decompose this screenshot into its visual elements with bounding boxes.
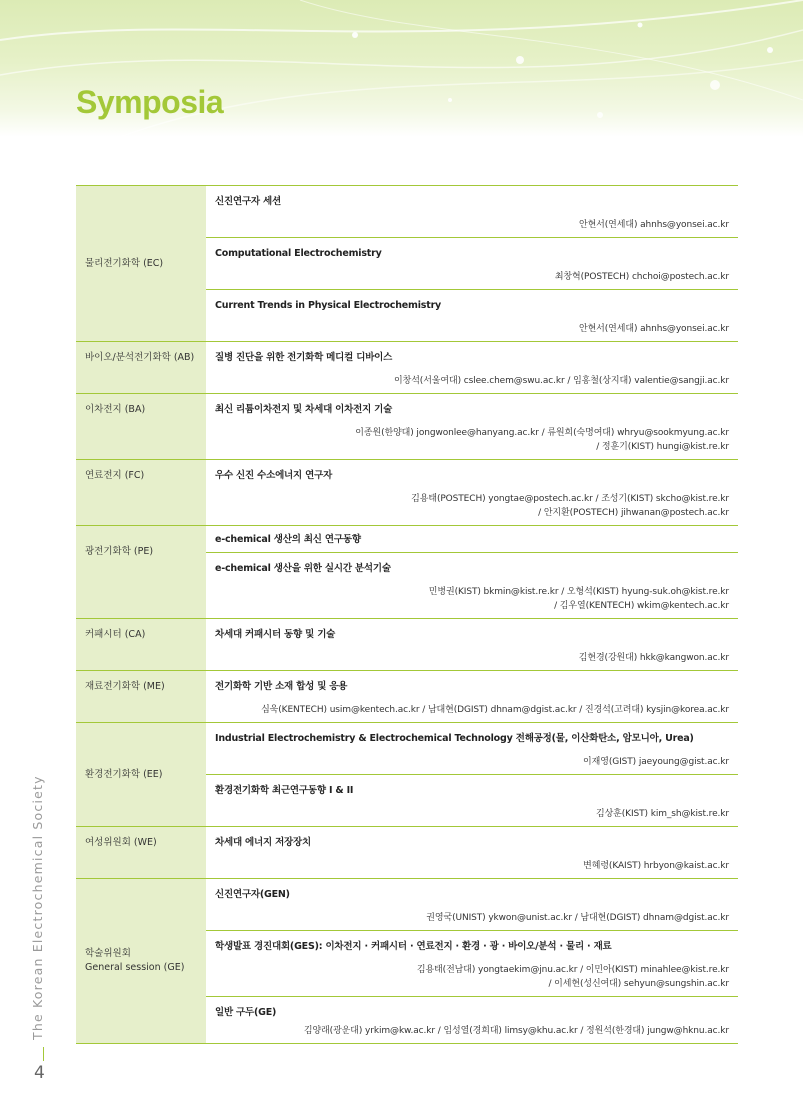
session-organizers [215,312,729,341]
session-title: 우수 신진 수소에너지 연구자 [215,470,333,481]
session-item [206,394,738,459]
organizer-line: / 정훈기(KIST) hungi@kist.re.kr [596,442,729,452]
session-item [206,879,738,930]
session-list [206,394,738,459]
session-organizers [215,482,729,525]
table-row-ba [76,394,738,460]
table-row-ec [76,186,738,342]
session-title: 질병 진단을 위한 전기화학 메디컬 디바이스 [215,352,393,363]
session-title: 전기화학 기반 소재 합성 및 응용 [215,681,348,692]
session-title: Industrial Electrochemistry & Electrochemical Technology 전해공정(물, 이산화탄소, 암모니아, Urea) [215,733,694,744]
organizer-line: 김상훈(KIST) kim_sh@kist.re.kr [595,809,729,819]
session-title: 학생발표 경진대회(GES): 이차전지 · 커패시터 · 연료전지 · 환경 · 광 · 바이오/분석 · 물리 · 재료 [215,941,612,952]
table-row-me [76,671,738,723]
category-label: 연료전지 (FC) [85,470,145,481]
session-title: Computational Electrochemistry [215,248,382,259]
organizer-line: 권영국(UNIST) ykwon@unist.ac.kr / 남대현(DGIST) dhnam@dgist.ac.kr [426,913,729,923]
session-organizers [215,1019,729,1043]
page-number: 4 [34,1063,45,1083]
session-item [206,996,738,1043]
session-item [206,552,738,618]
session-item [206,723,738,774]
session-organizers [215,953,729,996]
organizer-line: 최창혁(POSTECH) chchoi@postech.ac.kr [554,272,729,282]
session-organizers [215,416,729,459]
category-sublabel: General session (GE) [85,962,185,973]
category-cell [76,879,206,1043]
session-item [206,526,738,552]
side-accent-bar [43,1047,44,1061]
society-name-vertical: The Korean Electrochemical Society [30,775,45,1040]
category-label: 환경전기화학 (EE) [85,768,163,780]
page-title: Symposia [76,84,224,120]
session-organizers [215,575,729,618]
organizer-line: 김현경(강원대) hkk@kangwon.ac.kr [578,653,729,663]
session-title: Current Trends in Physical Electrochemistry [215,300,442,311]
session-item [206,671,738,722]
category-label: 이차전지 (BA) [85,404,146,415]
session-item [206,619,738,670]
header-banner [0,0,803,137]
session-list [206,723,738,826]
organizer-line: / 김우열(KENTECH) wkim@kentech.ac.kr [554,601,729,611]
organizer-line: 변혜령(KAIST) hrbyon@kaist.ac.kr [583,861,729,871]
organizer-line: 이재영(GIST) jaeyoung@gist.ac.kr [583,757,729,767]
session-title: 환경전기화학 최근연구동향 I & II [215,785,354,796]
session-item [206,342,738,393]
category-cell [76,460,206,525]
organizer-line: 이창석(서울여대) cslee.chem@swu.ac.kr / 임홍철(상지대) valentie@sangji.ac.kr [394,376,729,386]
session-list [206,460,738,525]
session-organizers [215,208,729,237]
symposia-table [76,185,738,1044]
session-item [206,460,738,525]
category-cell [76,671,206,722]
category-label: 광전기화학 (PE) [85,546,154,557]
session-title: 차세대 에너지 저장장치 [215,837,311,848]
session-item [206,186,738,237]
table-row-ee [76,723,738,827]
organizer-line: 안현서(연세대) ahnhs@yonsei.ac.kr [578,220,729,230]
session-title: 차세대 커패시터 동향 및 기술 [215,629,336,640]
organizer-line: 김양래(광운대) yrkim@kw.ac.kr / 임성열(경희대) limsy@khu.ac.kr / 정원석(한경대) jungw@hknu.ac.kr [303,1026,729,1036]
organizer-line: 이종원(한양대) jongwonlee@hanyang.ac.kr / 류원희(숙명여대) whryu@sookmyung.ac.kr [355,428,729,438]
organizer-line: 민병권(KIST) bkmin@kist.re.kr / 오형석(KIST) hyung-suk.oh@kist.re.kr [428,587,729,597]
session-list [206,526,738,618]
session-title: 일반 구두(GE) [215,1007,277,1018]
session-list [206,827,738,878]
session-item [206,237,738,289]
category-label: 학술위원회 [85,948,131,959]
session-title: e-chemical 생산을 위한 실시간 분석기술 [215,563,391,574]
session-title: e-chemical 생산의 최신 연구동향 [215,534,361,545]
session-list [206,619,738,670]
organizer-line: 김용태(POSTECH) yongtae@postech.ac.kr / 조성기(KIST) skcho@kist.re.kr [411,494,729,504]
session-list [206,671,738,722]
session-item [206,827,738,878]
session-organizers [215,745,729,774]
session-organizers [215,641,729,670]
session-organizers [215,693,729,722]
session-list [206,879,738,1043]
session-list [206,186,738,341]
category-cell [76,342,206,393]
category-label: 여성위원회 (WE) [85,837,157,848]
category-cell [76,394,206,459]
organizer-line: 심욱(KENTECH) usim@kentech.ac.kr / 남대현(DGIST) dhnam@dgist.ac.kr / 진경석(고려대) kysjin@korea.ac.kr [261,705,729,715]
category-cell [76,723,206,826]
table-row-pe [76,526,738,619]
category-cell [76,186,206,341]
category-label: 커패시터 (CA) [85,629,146,640]
session-item [206,289,738,341]
session-item [206,930,738,996]
organizer-line: / 이세현(성신여대) sehyun@sungshin.ac.kr [548,979,729,989]
category-cell [76,619,206,670]
category-cell [76,827,206,878]
table-row-ca [76,619,738,671]
session-title: 신진연구자(GEN) [215,889,290,900]
organizer-line: 김용태(전남대) yongtaekim@jnu.ac.kr / 이민아(KIST) minahlee@kist.re.kr [416,965,729,975]
session-organizers [215,849,729,878]
session-title: 신진연구자 세션 [215,196,281,207]
session-item [206,774,738,826]
category-label: 재료전기화학 (ME) [85,681,165,692]
table-row-fc [76,460,738,526]
session-organizers [215,364,729,393]
session-organizers [215,901,729,930]
organizer-line: / 안지환(POSTECH) jihwanan@postech.ac.kr [538,508,729,518]
table-row-ab [76,342,738,394]
session-organizers [215,797,729,826]
category-label: 바이오/분석전기화학 (AB) [85,352,195,363]
session-list [206,342,738,393]
table-row-ge [76,879,738,1044]
session-organizers [215,260,729,289]
category-cell [76,526,206,618]
category-label: 물리전기화학 (EC) [85,257,164,269]
session-title: 최신 리튬이차전지 및 차세대 이차전지 기술 [215,404,393,415]
organizer-line: 안현서(연세대) ahnhs@yonsei.ac.kr [578,324,729,334]
table-row-we [76,827,738,879]
